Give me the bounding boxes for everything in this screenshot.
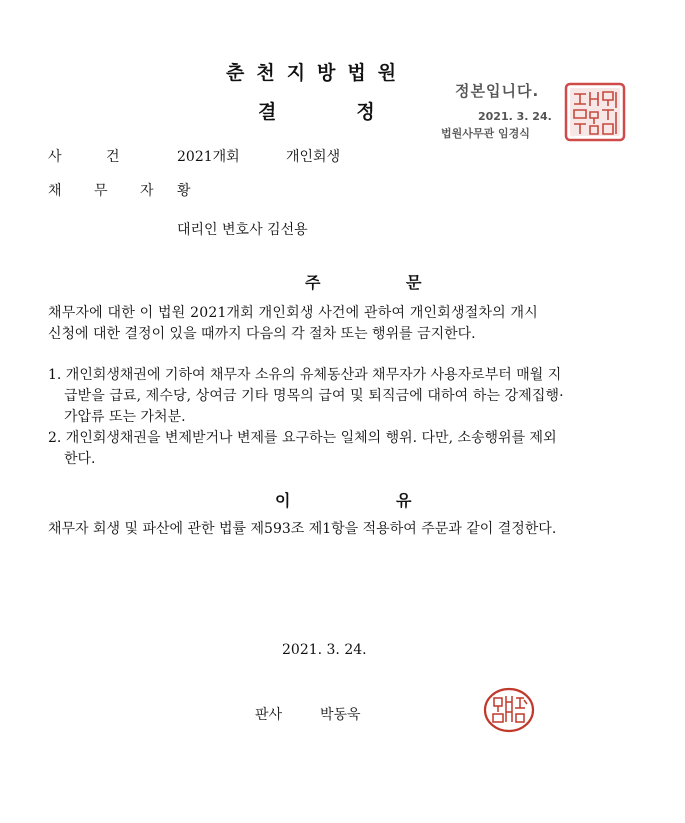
debtor-name: 황 bbox=[177, 183, 191, 199]
order-intro-line-2: 신청에 대한 결정이 있을 때까지 다음의 각 절차 또는 행위를 금지한다. bbox=[48, 326, 476, 342]
certification-officer: 법원사무관 임경식 bbox=[441, 127, 530, 140]
order-heading: 주 문 bbox=[305, 273, 462, 292]
certified-copy-label: 정본입니다. bbox=[455, 82, 540, 100]
order-item-1-line-1: 1. 개인회생채권에 기하여 채무자 소유의 유체동산과 채무자가 사용자로부터 매월 지 bbox=[48, 367, 562, 383]
judge-label: 판사 bbox=[255, 707, 283, 723]
order-item-2-line-2: 한다. bbox=[64, 451, 96, 467]
case-name: 개인회생 bbox=[286, 149, 341, 165]
reason-text: 채무자 회생 및 파산에 관한 법률 제593조 제1항을 적용하여 주문과 같이 결정한다. bbox=[48, 521, 557, 537]
order-item-2-line-1: 2. 개인회생채권을 변제받거나 변제를 요구하는 일체의 행위. 다만, 소송행위를 제외 bbox=[48, 430, 557, 446]
order-item-1-line-2: 급받을 급료, 제수당, 상여금 기타 명목의 급여 및 퇴직금에 대하여 하는 강제집행· bbox=[64, 388, 564, 404]
order-intro-line-1: 채무자에 대한 이 법원 2021개회 개인회생 사건에 관하여 개인회생절차의 개시 bbox=[48, 305, 538, 321]
document-type: 결정 bbox=[258, 101, 455, 123]
court-clerk-seal-icon bbox=[564, 82, 626, 142]
case-number: 2021개회 bbox=[177, 149, 240, 165]
debtor-label: 채 무 자 bbox=[48, 183, 168, 199]
judge-seal-icon bbox=[482, 686, 536, 734]
reason-heading: 이 유 bbox=[275, 491, 462, 510]
decision-date: 2021. 3. 24. bbox=[282, 642, 367, 658]
certification-date: 2021. 3. 24. bbox=[478, 110, 552, 123]
case-label: 사 건 bbox=[48, 149, 140, 165]
order-item-1-line-3: 가압류 또는 가처분. bbox=[64, 409, 186, 425]
debtor-agent: 대리인 변호사 김선용 bbox=[177, 222, 308, 238]
judge-name: 박동욱 bbox=[320, 707, 361, 723]
court-name: 춘천지방법원 bbox=[226, 62, 409, 84]
